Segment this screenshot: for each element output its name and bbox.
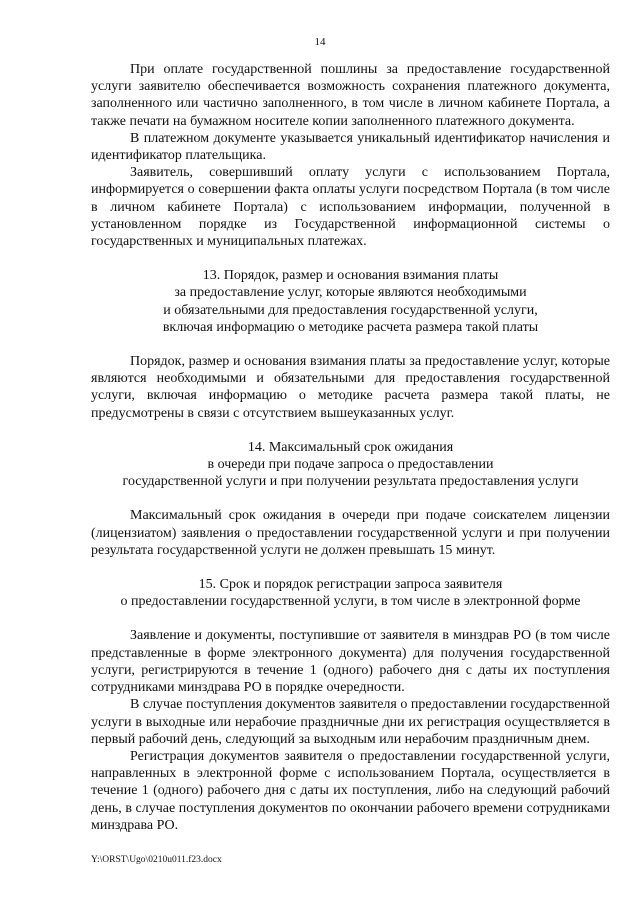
paragraph: Регистрация документов заявителя о предоставлении государственной услуги, направленных в электронной форме с использованием Портала, осуществляется в течение 1 (одного) рабочего дня с даты их поступления, либо на следующий рабочий день, в случае поступления документов по окончании рабочего времени сотрудниками минздрава РО. xyxy=(91,748,610,833)
paragraph: Заявление и документы, поступившие от заявителя в минздрав РО (в том числе представленные в форме электронного документа) для получения государственной услуги, регистрируются в течение 1 (одного) рабочего дня с даты их поступления сотрудниками минздрава РО в порядке очередности. xyxy=(91,628,610,696)
paragraph: Заявитель, совершивший оплату услуги с использованием Портала, информируется о совершении факта оплаты услуги посредством Портала (в том числе в личном кабинете Портала) с использованием информации, полученной в установленном порядке из Государственной информационной системы о государственных и муниципальных платежах. xyxy=(91,165,610,250)
heading-line: за предоставление услуг, которые являются необходимыми xyxy=(174,285,527,301)
heading-line: государственной услуги и при получении результата предоставления услуги xyxy=(122,474,579,490)
heading-line: 13. Порядок, размер и основания взимания платы xyxy=(202,268,499,284)
paragraph: В платежном документе указывается уникальный идентификатор начисления и идентификатор плательщика. xyxy=(91,130,610,164)
file-path-footer: Y:\ORST\Ugo\0210u011.f23.docx xyxy=(91,855,222,865)
heading-line: включая информацию о методике расчета размера такой платы xyxy=(162,319,539,335)
paragraph: При оплате государственной пошлины за предоставление государственной услуги заявителю обеспечивается возможность сохранения платежного документа, заполненного или частично заполненного, в том числе в личном кабинете Портала, а также печати на бумажном носителе копии заполненного платежного документа. xyxy=(91,62,610,129)
paragraph: Порядок, размер и основания взимания платы за предоставление услуг, которые являются необходимыми и обязательными для предоставления государственной услуги, включая информацию о методике расчета размера такой платы, не предусмотрены в связи с отсутствием вышеуказанных услуг. xyxy=(91,354,610,421)
paragraph: В случае поступления документов заявителя о предоставлении государственной услуги в выходные или нерабочие праздничные дни их регистрация осуществляется в первый рабочий день, следующий за выходным или нерабочим праздничным днем. xyxy=(91,697,610,747)
heading-line: и обязательными для предоставления государственной услуги, xyxy=(163,302,538,318)
heading-line: о предоставлении государственной услуги, в том числе в электронной форме xyxy=(120,594,581,610)
heading-line: 14. Максимальный срок ожидания xyxy=(247,439,454,455)
page-number: 14 xyxy=(314,36,326,48)
document-body xyxy=(91,61,610,834)
section-13-heading xyxy=(91,267,610,336)
paragraph: Максимальный срок ожидания в очереди при подаче соискателем лицензии (лицензиатом) заявления о предоставлении государственной услуги и при получении результата государственной услуги не должен превышать 15 минут. xyxy=(91,508,610,558)
section-14-heading xyxy=(91,439,610,491)
heading-line: в очереди при подаче запроса о предоставлении xyxy=(207,457,494,473)
section-15-heading xyxy=(91,576,610,610)
heading-line: 15. Срок и порядок регистрации запроса заявителя xyxy=(198,577,503,593)
